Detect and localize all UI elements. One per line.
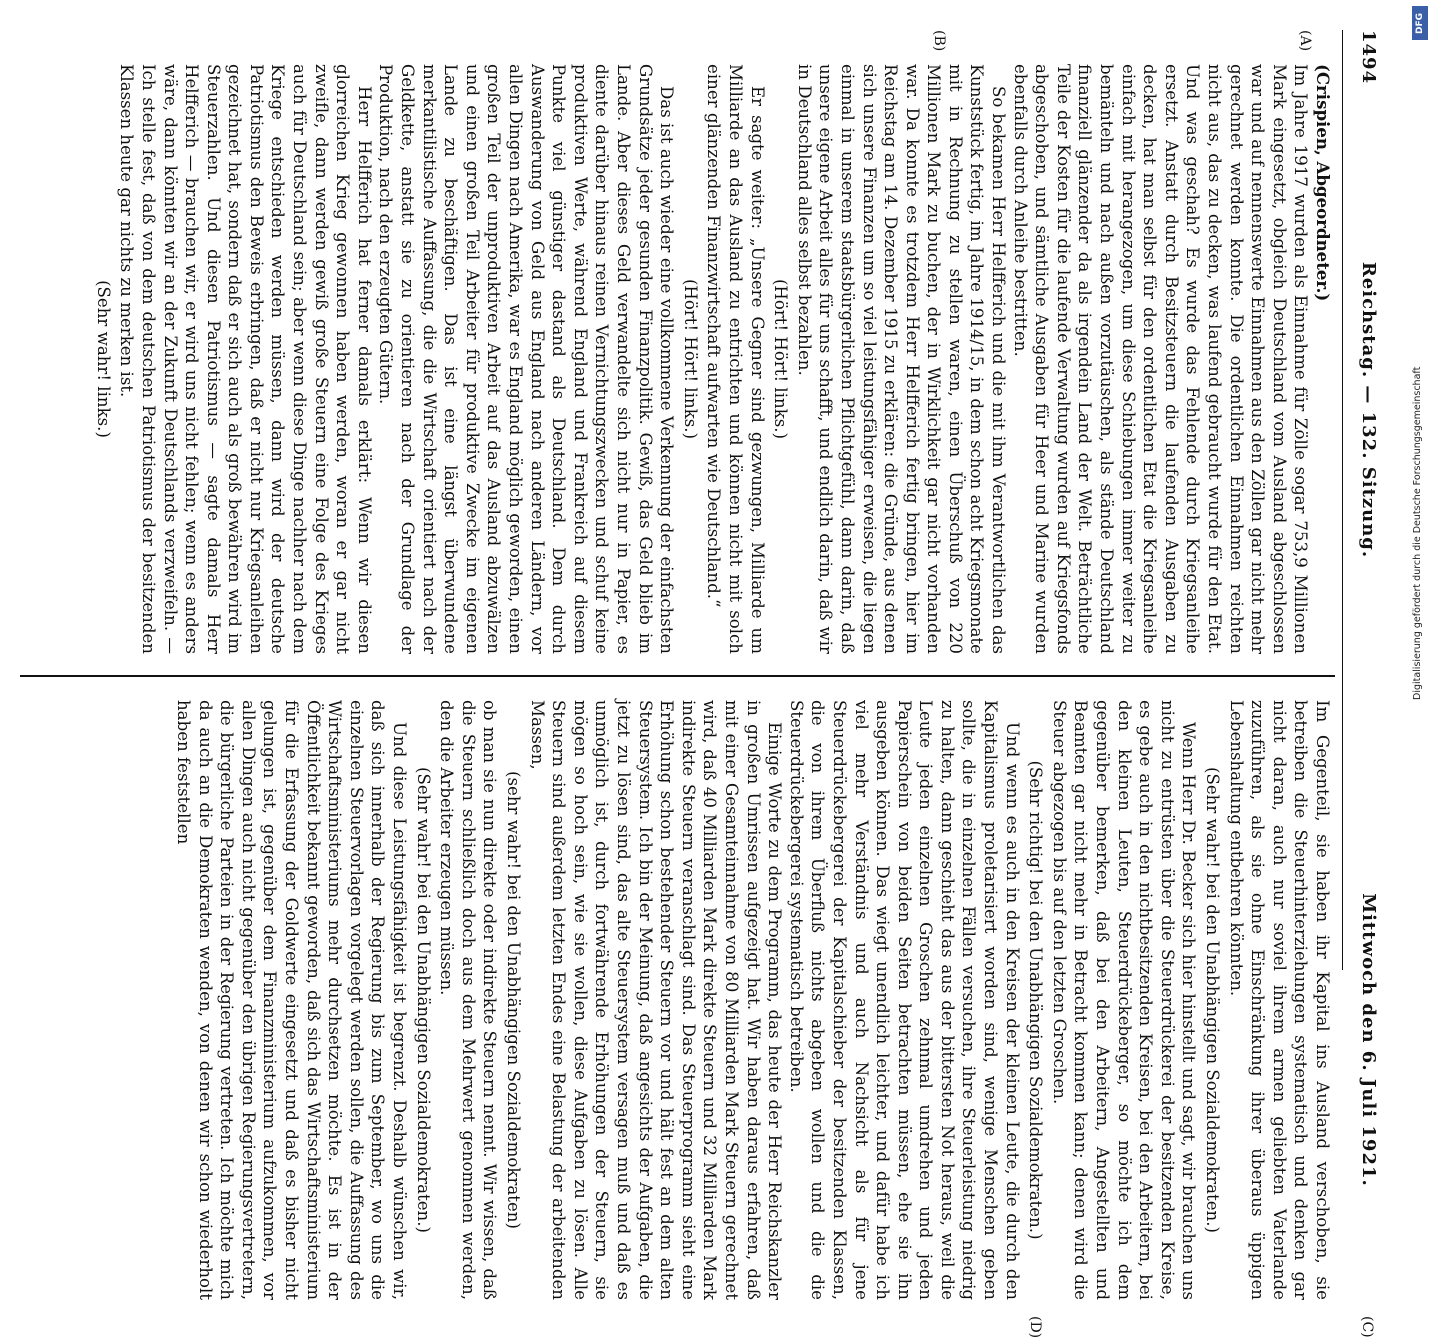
interjection: (Sehr richtig! bei den Unabhängigen Sozialdemokraten.)	[1026, 760, 1046, 1240]
interjection: (Hört! Hört! links.)	[680, 278, 700, 440]
speaker-name: (Crispien, Abgeordneter.)	[1313, 64, 1333, 302]
page-number: 1494	[1358, 30, 1379, 85]
paragraph: Wenn Herr Dr. Becker sich hier hinstellt und sagt, wir brauchen uns nicht zu entrüsten über die Steuerdrückerei der besitzenden Kreise, es gebe auch in den nichtbesitzenden Kreisen, bei den Arbeitern, bei den kleinen Leuten, Steuerdrückeberger, so möchte ich dem gegenüber bemerken, daß bei den Arbeitern, Angestellten und Beamten gar nicht mehr in Betracht kommen kann; denen wird die Steuer abgezogen bis auf den letzten Groschen.	[1049, 700, 1199, 1300]
digitization-credit	[1402, 20, 1430, 1000]
interjection: (Sehr wahr! bei den Unabhängigen Sozialdemokraten.)	[413, 766, 433, 1233]
credit-text: Digitalisierung gefördert durch die Deutsche Forschungsgemeinschaft	[1412, 366, 1423, 700]
margin-mark-c: (C)	[1359, 1316, 1375, 1338]
paragraph: Im Jahre 1917 wurden als Einnahme für Zölle sogar 753,9 Millionen Mark eingesetzt, obgleich Deutschland vom Ausland abgeschlossen war und auf nennenswerte Einnahmen aus den Zöllen gar nicht mehr gerechnet werden konnte. Die ordentlichen Einnahmen reichten nicht aus, das zu decken, was laufend gebraucht wurde für den Etat. Und was geschah? Es wurde das Fehlende durch Kriegsanleihe ersetzt. Anstatt durch Besitzsteuern die laufenden Ausgaben zu decken, hat man selbst für den ordentlichen Etat die Kriegsanleihe einfach mit herangezogen, um diese Schiebungen immer weiter zu bemänteln und nach außen vorzutäuschen, als stände Deutschland finanziell glänzender da als irgendein Land der Welt. Beträchtliche Teile der Kosten für die laufende Verwaltung wurden auf Kriegsfonds abgeschoben, und sämtliche Ausgaben für Heer und Marine wurden ebenfalls durch Anleihe bestritten.	[1010, 64, 1311, 654]
margin-mark-b: (B)	[931, 30, 947, 52]
interjection: (sehr wahr! bei den Unabhängigen Sozialdemokraten)	[504, 771, 524, 1229]
paragraph: Und wenn es auch in den Kreisen der kleinen Leute, die durch den Kapitalismus proletarisiert worden sind, wenige Menschen geben sollte, die in einzelnen Fällen versuchen, ihre Steuerleistung niedrig zu halten, dann geschieht das aus der bittersten Not heraus, weil die Leute jeden einzelnen Groschen zehnmal umdrehen und jeden Papierschein von beiden Seiten betrachten müssen, ehe sie ihn ausgeben können. Das wiegt unendlich leichter, und dafür habe ich viel mehr Verständnis und auch Nachsicht als für jene Steuerdrückebergerei der Kapitalschieber der besitzenden Klassen, die von ihrem Überfluß nichts abgeben wollen und die die Steuerdrückebergerei systematisch betreiben.	[786, 700, 1022, 1300]
right-column	[20, 700, 1333, 1300]
margin-mark-a: (A)	[1297, 30, 1313, 52]
paragraph: Er sagte weiter: „Unsere Gegner sind gezwungen, Milliarde um Milliarde an das Ausland zu entrichten und können nicht mit solch einer glänzenden Finanzwirtschaft aufwarten wie Deutschland.“	[704, 64, 767, 654]
margin-mark-d: (D)	[1027, 1316, 1043, 1338]
left-running-title: Reichstag. — 132. Sitzung.	[1358, 261, 1379, 559]
paragraph: So bekamen Herr Helfferich und die mit ihm Verantwortlichen das Kunststück fertig, im Jahre 1914/15, in dem schon acht Kriegsmonate mit in Rechnung zu stellen waren, einen Überschuß von 220 Millionen Mark zu buchen, der in Wirklichkeit gar nicht vorhanden war. Da konnte es trotzdem Herr Helfferich fertig bringen, hier im Reichstag am 14. Dezember 1915 zu erklären: die Gründe, aus denen sich unsere Finanzen um so viel leistungsfähiger erweisen, die liegen einmal in unserem staatsbürgerlichen Pflichtgefühl, dann darin, daß unsere eigene Arbeit alles für uns schafft, und endlich darin, daß wir in Deutschland alles selbst bezahlen.	[794, 64, 1009, 654]
column-divider	[20, 675, 1335, 677]
left-column	[20, 64, 1333, 654]
paragraph: Das ist auch wieder eine vollkommene Verkennung der einfachsten Grundsätze jeder gesunden Finanzpolitik. Gewiß, das Geld blieb im Lande. Aber dieses Geld verwandelte sich nicht nur in Papier, es diente darüber hinaus reinen Vernichtungszwecken und schuf keine produktiven Werte, während England und Frankreich auf diesem Punkte viel günstiger dastand als Deutschland. Dem durch Auswanderung von Geld aus England nach anderen Ländern, vor allen Dingen nach Amerika, war es England möglich geworden, einen großen Teil der unproduktiven Arbeit auf das Ausland abzuwälzen und einen großen Teil Arbeiter für produktive Zwecke im eigenen Lande zu beschäftigen. Das ist eine längst überwundene merkantilistische Auffassung, die die Wirtschaft orientiert nach der Geldkette, anstatt sie zu orientieren nach der Grundlage der Produktion, nach den erzeugten Gütern.	[376, 64, 677, 654]
interjection: (Hört! Hört! links.)	[771, 278, 791, 440]
right-running-title: Mittwoch den 6. Juli 1921.	[1358, 893, 1379, 1187]
paragraph: Einige Worte zu dem Programm, das heute der Herr Reichskanzler in großen Umrissen aufgezeigt hat. Wir haben daraus erfahren, daß mit einer Gesamteinnahme von 80 Milliarden Mark Steuern gerechnet wird, daß 40 Milliarden Mark direkte Steuern und 32 Milliarden Mark indirekte Steuern veranschlagt sind. Das Steuerprogramm sieht eine Erhöhung schon bestehender Steuern vor und hält fest an dem alten Steuersystem. Ich bin der Meinung, daß angesichts der Aufgaben, die jetzt zu lösen sind, das alte Steuersystem versagen muß und daß es unmöglich ist, durch fortwährende Erhöhungen der Steuern, sie mögen so hoch sein, wie sie wollen, diese Aufgaben zu lösen. Alle Steuern sind außerdem letzten Endes eine Belastung der arbeitenden Massen,	[527, 700, 785, 1300]
dfg-logo: DFG	[1412, 6, 1428, 40]
interjection: (Sehr wahr! bei den Unabhängigen Sozialdemokraten.)	[1203, 766, 1223, 1233]
running-head	[1347, 30, 1387, 1187]
paragraph: Und diese Leistungsfähigkeit ist begrenzt. Deshalb wünschen wir, daß sich innerhalb der Regierung bis zum September, wo uns die einzelnen Steuervorlagen vorgelegt werden sollen, die Auffassung des Wirtschaftsministeriums mehr durchsetzen möchte. Es ist in der Öffentlichkeit bekannt geworden, daß sich das Wirtschaftsministerium für die Erfassung der Goldwerte eingesetzt und daß es bisher nicht gelungen ist, gegenüber dem Finanzministerium aufzukommen, vor allen Dingen auch nicht gegenüber den übrigen Regierungsvertretern, die bürgerliche Parteien in der Regierung vertreten. Ich möchte mich da auch an die Demokraten wenden, von denen wir schon wiederholt haben feststellen	[174, 700, 410, 1300]
interjection: (Sehr wahr! links.)	[93, 280, 113, 438]
paragraph: Im Gegenteil, sie haben ihr Kapital ins Ausland verschoben, sie betreiben die Steuerhinterziehungen systematisch und denken gar nicht daran, auch nur soviel ihrem armen geliebten Vaterlande zuzuführen, als sie ohne Einschränkung ihrer überaus üppigen Lebenshaltung entbehren könnten.	[1226, 700, 1332, 1300]
speaker-label	[1311, 64, 1333, 654]
paragraph: Herr Helfferich hat ferner damals erklärt: Wenn wir diesen glorreichen Krieg gewonnen haben werden, woran er gar nicht zweifle, dann werden gewiß große Steuern eine Folge des Krieges auch für Deutschland sein; aber wenn diese Dinge nachher nach dem Kriege entschieden werden müssen, dann wird der deutsche Patriotismus den Beweis erbringen, daß er nicht nur Kriegsanleihen gezeichnet hat, sondern daß er sich auch als groß bewähren wird im Steuerzahlen. Und diesen Patriotismus — sagte damals Herr Helfferich — brauchen wir, er wird uns nicht fehlen; wenn es anders wäre, dann könnten wir an der Zukunft Deutschlands verzweifeln. — Ich stelle fest, daß von dem deutschen Patriotismus der besitzenden Klassen heute gar nichts zu merken ist.	[117, 64, 374, 654]
paragraph: ob man sie nun direkte oder indirekte Steuern nennt. Wir wissen, daß die Steuern schließlich doch aus dem Mehrwert genommen werden, den die Arbeiter erzeugen müssen.	[437, 700, 500, 1300]
header-rule	[1342, 30, 1343, 970]
